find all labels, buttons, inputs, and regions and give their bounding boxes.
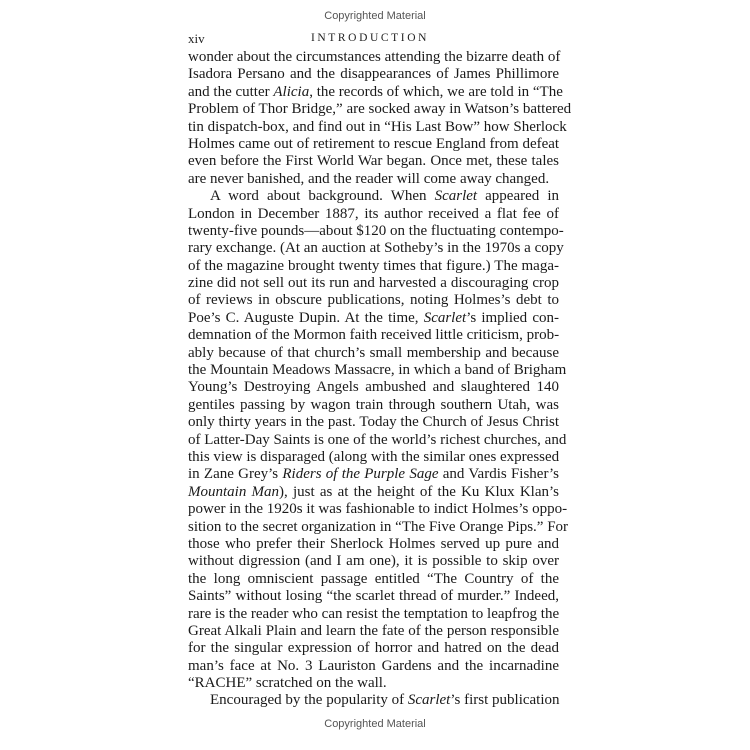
text-segment: sition to the secret organization in “The Five Orange Pips.” For — [188, 518, 569, 535]
text-segment: and Vardis Fisher’s — [438, 466, 560, 483]
text-segment: Encouraged by the popularity of — [210, 692, 408, 709]
text-segment: demnation of the Mormon faith received little criticism, prob- — [188, 327, 560, 344]
text-segment: those who prefer their Sherlock Holmes served up pure and — [188, 535, 559, 552]
text-line — [188, 466, 559, 483]
italic-text: Alicia — [273, 83, 310, 100]
text-line — [188, 258, 559, 275]
text-line — [188, 206, 559, 223]
text-line — [188, 571, 559, 588]
italic-text: Scarlet — [423, 309, 467, 326]
italic-text: Scarlet — [434, 188, 478, 205]
text-segment: London in December 1887, its author received a flat fee of — [188, 205, 559, 222]
text-line — [188, 414, 559, 431]
text-line — [188, 606, 559, 623]
text-line — [188, 484, 559, 501]
text-segment: of reviews in obscure publications, noting Holmes’s debt to — [188, 292, 559, 309]
text-line — [188, 222, 564, 240]
text-segment: power in the 1920s it was fashionable to indict Holmes’s oppo- — [188, 501, 568, 518]
text-segment: the Mountain Meadows Massacre, in which a band of Brigham — [188, 362, 567, 379]
text-line — [188, 640, 559, 657]
text-segment: rare is the reader who can resist the temptation to leapfrog the — [188, 605, 560, 622]
text-segment: A word about background. When — [210, 188, 435, 205]
text-line — [188, 623, 559, 640]
text-segment: ’s first publication — [450, 692, 560, 709]
text-segment: tin dispatch-box, and find out in “His Last Bow” how Sherlock — [188, 118, 567, 135]
text-segment: are never banished, and the reader will come away changed. — [188, 170, 550, 187]
text-line — [188, 449, 559, 466]
text-segment: Saints” without losing “the scarlet thread of murder.” Indeed, — [188, 588, 559, 605]
text-line — [188, 588, 559, 605]
page-number: xiv — [188, 31, 205, 46]
text-line — [188, 692, 559, 709]
text-segment: without digression (and I am one), it is possible to skip over — [188, 553, 559, 570]
copyright-watermark-bottom: Copyrighted Material — [324, 718, 426, 730]
text-segment: even before the First World War began. Once met, these tales — [188, 153, 559, 170]
text-line — [188, 553, 559, 570]
text-segment: in Zane Grey’s — [188, 466, 283, 483]
text-line — [188, 431, 567, 449]
text-segment: only thirty years in the past. Today the Church of Jesus Christ — [188, 414, 559, 431]
running-head: INTRODUCTION — [310, 32, 430, 44]
text-line — [188, 153, 559, 170]
text-segment: Young’s Destroying Angels ambushed and slaughtered 140 — [188, 379, 559, 396]
text-segment: “RACHE” scratched on the wall. — [188, 675, 387, 692]
italic-text: Riders of the Purple Sage — [282, 466, 439, 483]
text-segment: , the records of which, we are told in “The — [309, 83, 563, 100]
text-line — [188, 501, 568, 518]
text-segment: man’s face at No. 3 Lauriston Gardens and the incarnadine — [188, 657, 559, 674]
text-line — [188, 101, 572, 118]
text-segment: ably because of that church’s small membership and because — [188, 344, 559, 361]
text-line — [188, 327, 559, 344]
text-segment: wonder about the circumstances attending the bizarre death of — [188, 49, 561, 65]
text-line — [188, 292, 559, 309]
text-segment: ’s implied con- — [466, 309, 559, 326]
text-segment: this view is disparaged (along with the similar ones expressed — [188, 448, 560, 465]
italic-text: Mountain Man — [188, 483, 280, 500]
text-segment: of Latter-Day Saints is one of the world’s richest churches, and — [188, 431, 567, 448]
text-segment: zine did not sell out its run and harvested a discouraging crop — [188, 275, 559, 292]
text-line — [188, 518, 569, 536]
text-line — [188, 397, 559, 414]
text-line — [188, 136, 559, 153]
text-line — [188, 362, 567, 379]
text-segment: for the singular expression of horror and hatred on the dead — [188, 640, 559, 657]
text-line — [188, 536, 559, 553]
text-line — [188, 310, 559, 327]
text-line — [188, 83, 563, 101]
text-segment: rary exchange. (At an auction at Sotheby’s in the 1970s a copy — [188, 240, 564, 257]
text-line — [188, 240, 564, 257]
text-line — [188, 171, 559, 188]
text-segment: twenty-five pounds—about $120 on the fluctuating contempo- — [188, 222, 564, 239]
text-segment: Great Alkali Plain and learn the fate of the person responsible — [188, 622, 559, 639]
text-line — [188, 675, 559, 692]
text-segment: appeared in — [477, 188, 559, 205]
text-line — [188, 66, 559, 83]
text-line — [188, 118, 567, 136]
text-segment: of the magazine brought twenty times that figure.) The maga- — [188, 257, 559, 274]
text-segment: ), just as at the height of the Ku Klux Klan’s — [279, 483, 560, 500]
text-line — [188, 379, 559, 396]
text-segment: and the cutter — [188, 83, 274, 100]
text-segment: the long omniscient passage entitled “The Country of the — [188, 570, 559, 587]
text-line — [188, 49, 559, 66]
copyright-watermark-top: Copyrighted Material — [324, 10, 426, 22]
text-line — [188, 275, 559, 292]
text-line — [188, 658, 559, 675]
text-segment: Isadora Persano and the disappearances of James Phillimore — [188, 66, 559, 83]
text-segment: Poe’s C. Auguste Dupin. At the time, — [188, 309, 424, 326]
text-segment: gentiles passing by wagon train through southern Utah, was — [188, 396, 559, 413]
text-segment: Problem of Thor Bridge,” are socked away in Watson’s battered — [188, 101, 572, 118]
text-line — [188, 188, 559, 205]
italic-text: Scarlet — [407, 692, 451, 709]
text-line — [188, 345, 559, 362]
body-text — [188, 49, 572, 710]
text-segment: Holmes came out of retirement to rescue England from defeat — [188, 135, 560, 152]
